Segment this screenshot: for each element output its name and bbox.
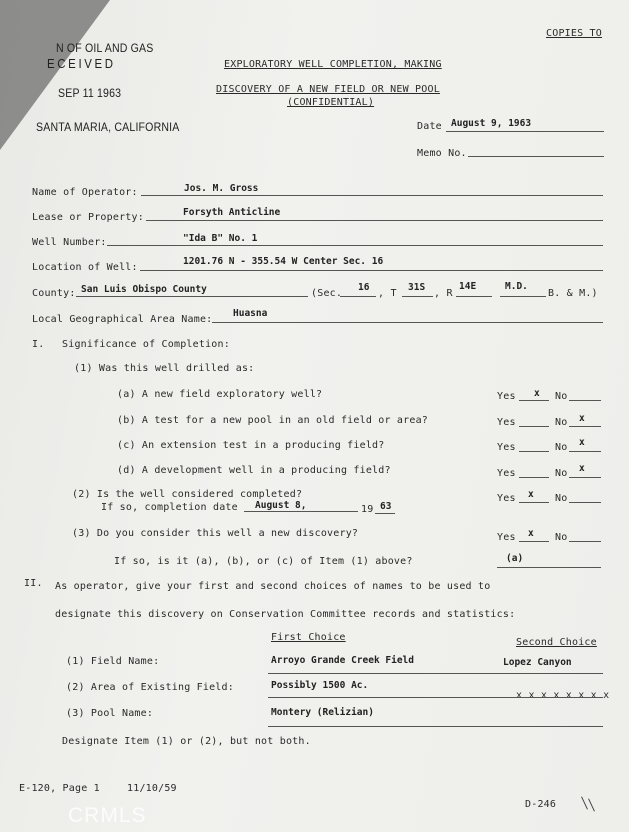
yes-line (519, 451, 549, 452)
question1d-text: (d) A development well in a producing field? (117, 465, 391, 476)
yes-label: Yes (497, 391, 516, 402)
yes-label: Yes (497, 493, 516, 504)
area-field-second: x x x x x x x x (516, 690, 610, 701)
county-line (76, 296, 308, 297)
no-mark: x (579, 413, 585, 424)
location-line (140, 270, 603, 271)
stamp-date: SEP 11 1963 (58, 86, 122, 100)
date-label: Date (417, 121, 442, 132)
question3-answer: (a) (506, 553, 524, 564)
question1b-text: (b) A test for a new pool in an old field or area? (117, 415, 429, 426)
no-line (569, 400, 601, 401)
copies-to-label: COPIES TO (546, 28, 602, 39)
sec-value: 16 (358, 282, 370, 293)
no-mark: x (579, 437, 585, 448)
section2-note: Designate Item (1) or (2), but not both. (62, 736, 311, 747)
no-label: No (555, 468, 568, 479)
form-revision-date: 11/10/59 (127, 783, 177, 794)
yes-line (519, 502, 549, 503)
sec-label: (Sec. (311, 288, 343, 299)
yes-mark: x (534, 388, 540, 399)
sec-line (340, 296, 376, 297)
section2-line1: As operator, give your first and second choices of names to be used to (55, 581, 491, 592)
no-line (569, 502, 601, 503)
question2-date-label: If so, completion date (101, 502, 238, 513)
field-name-first: Arroyo Grande Creek Field (271, 655, 414, 666)
yes-line (519, 426, 549, 427)
operator-value: Jos. M. Gross (184, 183, 259, 194)
yes-label: Yes (497, 532, 516, 543)
yes-line (519, 400, 549, 401)
area-field-first: Possibly 1500 Ac. (271, 680, 369, 691)
county-value: San Luis Obispo County (81, 284, 207, 295)
no-label: No (555, 532, 568, 543)
range-label: , R (434, 288, 453, 299)
lease-label: Lease or Property: (32, 212, 144, 223)
date-value: August 9, 1963 (451, 118, 532, 129)
no-mark: x (579, 463, 585, 474)
location-value: 1201.76 N - 355.54 W Center Sec. 16 (183, 256, 384, 267)
form-title-line2: DISCOVERY OF A NEW FIELD OR NEW POOL (216, 84, 440, 95)
township-line (402, 296, 433, 297)
section1-number: I. (32, 339, 45, 350)
lease-line (146, 220, 603, 221)
bm-label: B. & M.) (548, 288, 598, 299)
watermark: CRMLS (68, 804, 147, 827)
no-label: No (555, 391, 568, 402)
yes-line (519, 541, 549, 542)
field-name-label: (1) Field Name: (66, 656, 160, 667)
meridian-line (500, 296, 546, 297)
stamp-place: SANTA MARIA, CALIFORNIA (36, 120, 180, 134)
pool-name-label: (3) Pool Name: (66, 708, 154, 719)
first-choice-header: First Choice (271, 632, 346, 643)
township-value: 31S (408, 282, 426, 293)
completion-year-line (375, 513, 395, 514)
field-name-line (268, 673, 603, 674)
range-value: 14E (459, 281, 477, 292)
completion-date-value: August 8, (255, 500, 307, 511)
area-field-label: (2) Area of Existing Field: (66, 682, 234, 693)
area-name-value: Huasna (233, 308, 268, 319)
location-label: Location of Well: (32, 262, 138, 273)
yes-label: Yes (497, 468, 516, 479)
question2-text: (2) Is the well considered completed? (72, 489, 303, 500)
area-name-line (212, 322, 603, 323)
field-name-second: Lopez Canyon (503, 657, 572, 668)
no-line (569, 426, 601, 427)
question1-text: (1) Was this well drilled as: (74, 363, 255, 374)
yes-label: Yes (497, 442, 516, 453)
yes-mark: x (528, 528, 534, 539)
date-line (446, 131, 604, 132)
no-line (569, 541, 601, 542)
completion-date-line (244, 511, 358, 512)
pool-name-line (268, 726, 603, 727)
question3-answer-line (497, 567, 601, 568)
area-name-label: Local Geographical Area Name: (32, 314, 213, 325)
form-title-line3: (CONFIDENTIAL) (287, 97, 375, 108)
section1-heading: Significance of Completion: (62, 339, 230, 350)
question3-text: (3) Do you consider this well a new discovery? (72, 528, 359, 539)
section2-number: II. (24, 578, 43, 589)
completion-year-prefix: 19 (361, 504, 374, 515)
yes-line (519, 477, 549, 478)
township-label: , T (378, 288, 397, 299)
stamp-received: ECEIVED (47, 56, 116, 71)
pool-name-first: Montery (Relizian) (271, 707, 374, 718)
completion-year-value: 63 (380, 501, 392, 512)
question3-followup: If so, is it (a), (b), or (c) of Item (1) above? (114, 556, 413, 567)
operator-label: Name of Operator: (32, 187, 138, 198)
memo-line (468, 156, 604, 157)
lease-value: Forsyth Anticline (183, 207, 281, 218)
section2-line2: designate this discovery on Conservation Committee records and statistics: (55, 609, 516, 620)
yes-label: Yes (497, 417, 516, 428)
form-id: E-120, Page 1 (19, 783, 100, 794)
operator-line (141, 195, 603, 196)
stamp-division: N OF OIL AND GAS (56, 41, 154, 55)
memo-label: Memo No. (417, 148, 467, 159)
second-choice-header: Second Choice (516, 637, 597, 648)
well-line (107, 245, 603, 246)
county-label: County: (32, 288, 76, 299)
form-title-line1: EXPLORATORY WELL COMPLETION, MAKING (224, 59, 442, 70)
no-label: No (555, 442, 568, 453)
no-line (569, 451, 601, 452)
meridian-value: M.D. (505, 281, 528, 292)
document-code: D-246 (525, 799, 557, 810)
handwritten-mark (588, 798, 595, 811)
area-field-line (268, 697, 603, 698)
question1c-text: (c) An extension test in a producing field? (117, 440, 385, 451)
no-label: No (555, 417, 568, 428)
no-line (569, 477, 601, 478)
well-value: "Ida B" No. 1 (183, 233, 258, 244)
yes-mark: x (528, 489, 534, 500)
range-line (456, 296, 492, 297)
question1a-text: (a) A new field exploratory well? (117, 389, 323, 400)
well-label: Well Number: (32, 237, 107, 248)
no-label: No (555, 493, 568, 504)
